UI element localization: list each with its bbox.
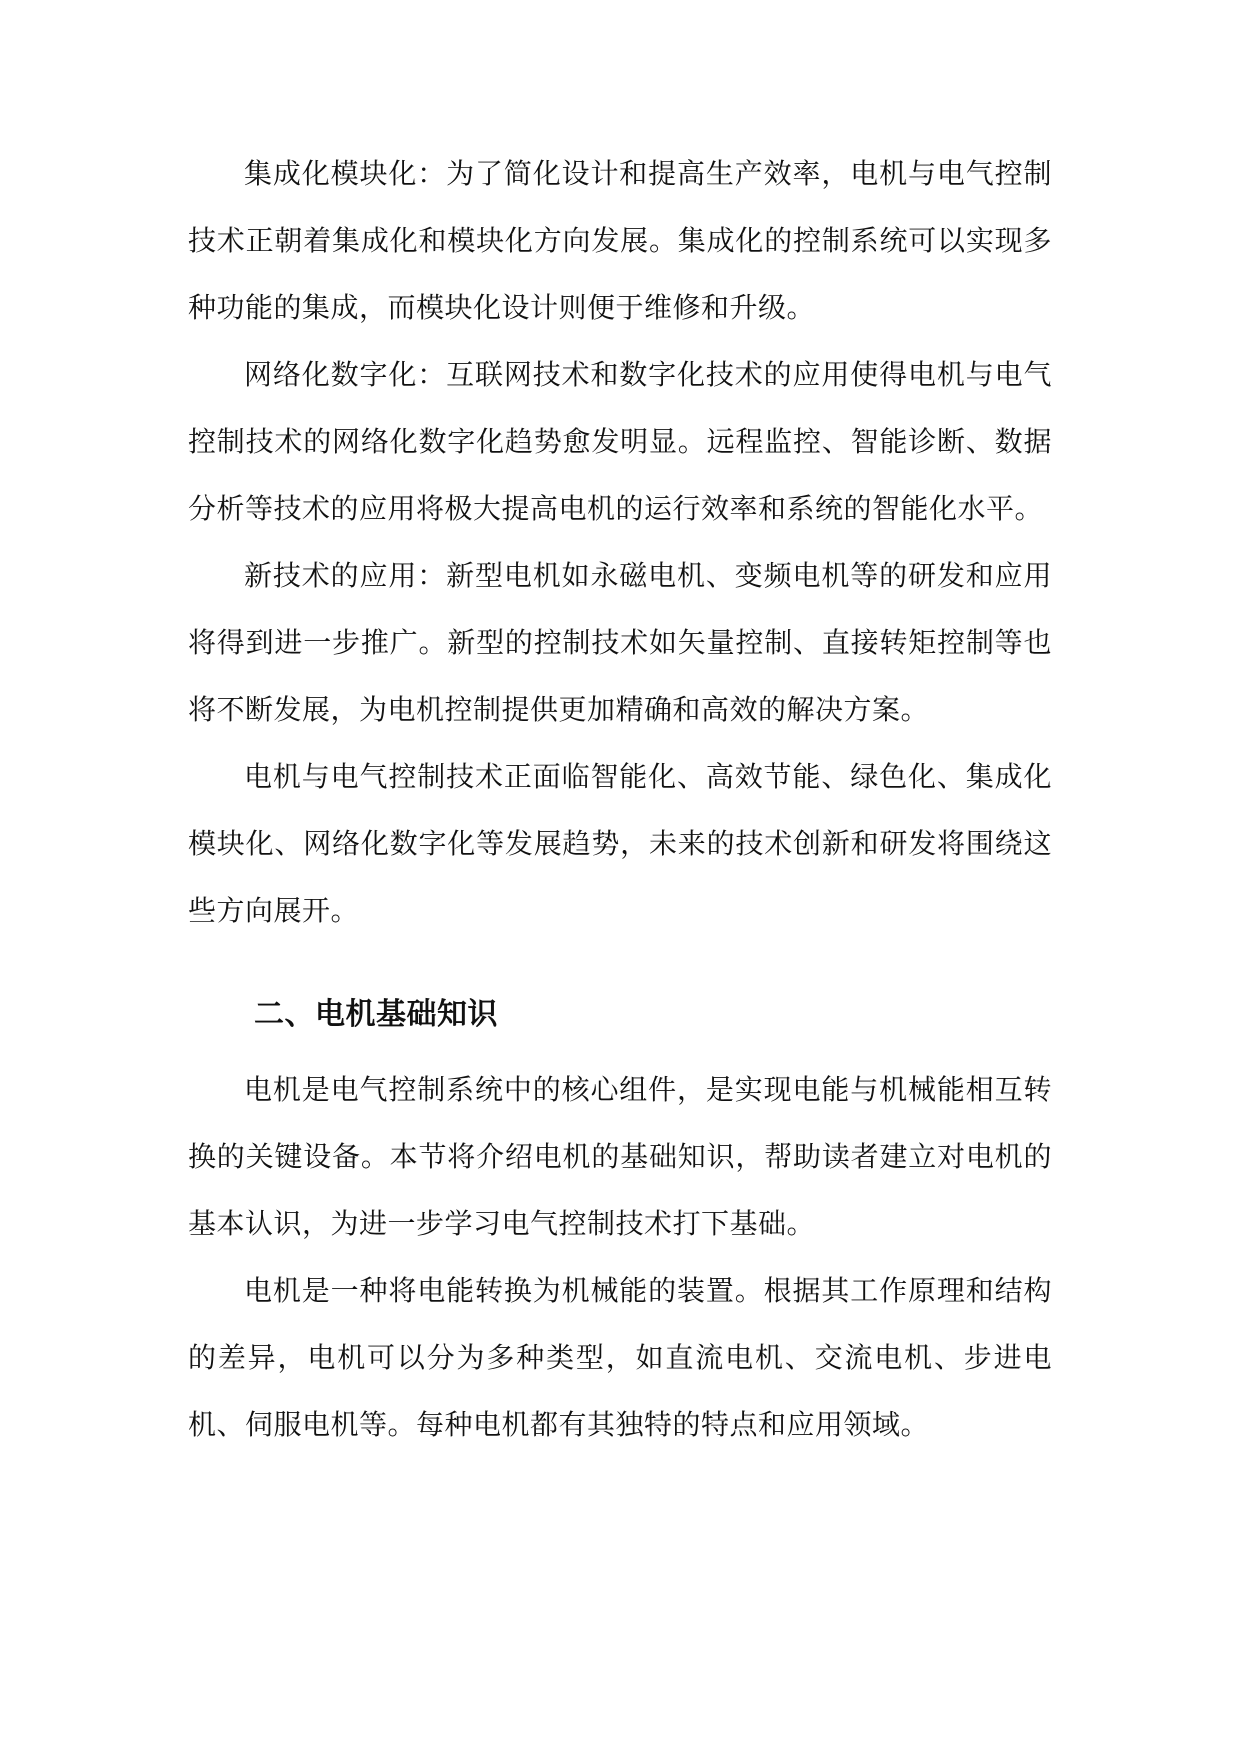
section-heading: 二、电机基础知识 xyxy=(254,997,498,1032)
paragraph-motor-intro: 电机是电气控制系统中的核心组件，是实现电能与机械能相互转换的关键设备。本节将介绍电机的基础知识，帮助读者建立对电机的基本认识，为进一步学习电气控制技术打下基础。 xyxy=(188,1073,1052,1240)
paragraph-trend-summary: 电机与电气控制技术正面临智能化、高效节能、绿色化、集成化模块化、网络化数字化等发展趋势，未来的技术创新和研发将围绕这些方向展开。 xyxy=(188,760,1052,927)
document-body xyxy=(188,140,1052,1458)
paragraph-integration-modularization: 集成化模块化：为了简化设计和提高生产效率，电机与电气控制技术正朝着集成化和模块化方向发展。集成化的控制系统可以实现多种功能的集成，而模块化设计则便于维修和升级。 xyxy=(188,157,1052,324)
paragraph-new-technology: 新技术的应用：新型电机如永磁电机、变频电机等的研发和应用将得到进一步推广。新型的控制技术如矢量控制、直接转矩控制等也将不断发展，为电机控制提供更加精确和高效的解决方案。 xyxy=(188,559,1052,726)
paragraph-motor-types: 电机是一种将电能转换为机械能的装置。根据其工作原理和结构的差异，电机可以分为多种类型，如直流电机、交流电机、步进电机、伺服电机等。每种电机都有其独特的特点和应用领域。 xyxy=(188,1274,1052,1441)
paragraph-networking-digitalization: 网络化数字化：互联网技术和数字化技术的应用使得电机与电气控制技术的网络化数字化趋势愈发明显。远程监控、智能诊断、数据分析等技术的应用将极大提高电机的运行效率和系统的智能化水平。 xyxy=(188,358,1052,525)
